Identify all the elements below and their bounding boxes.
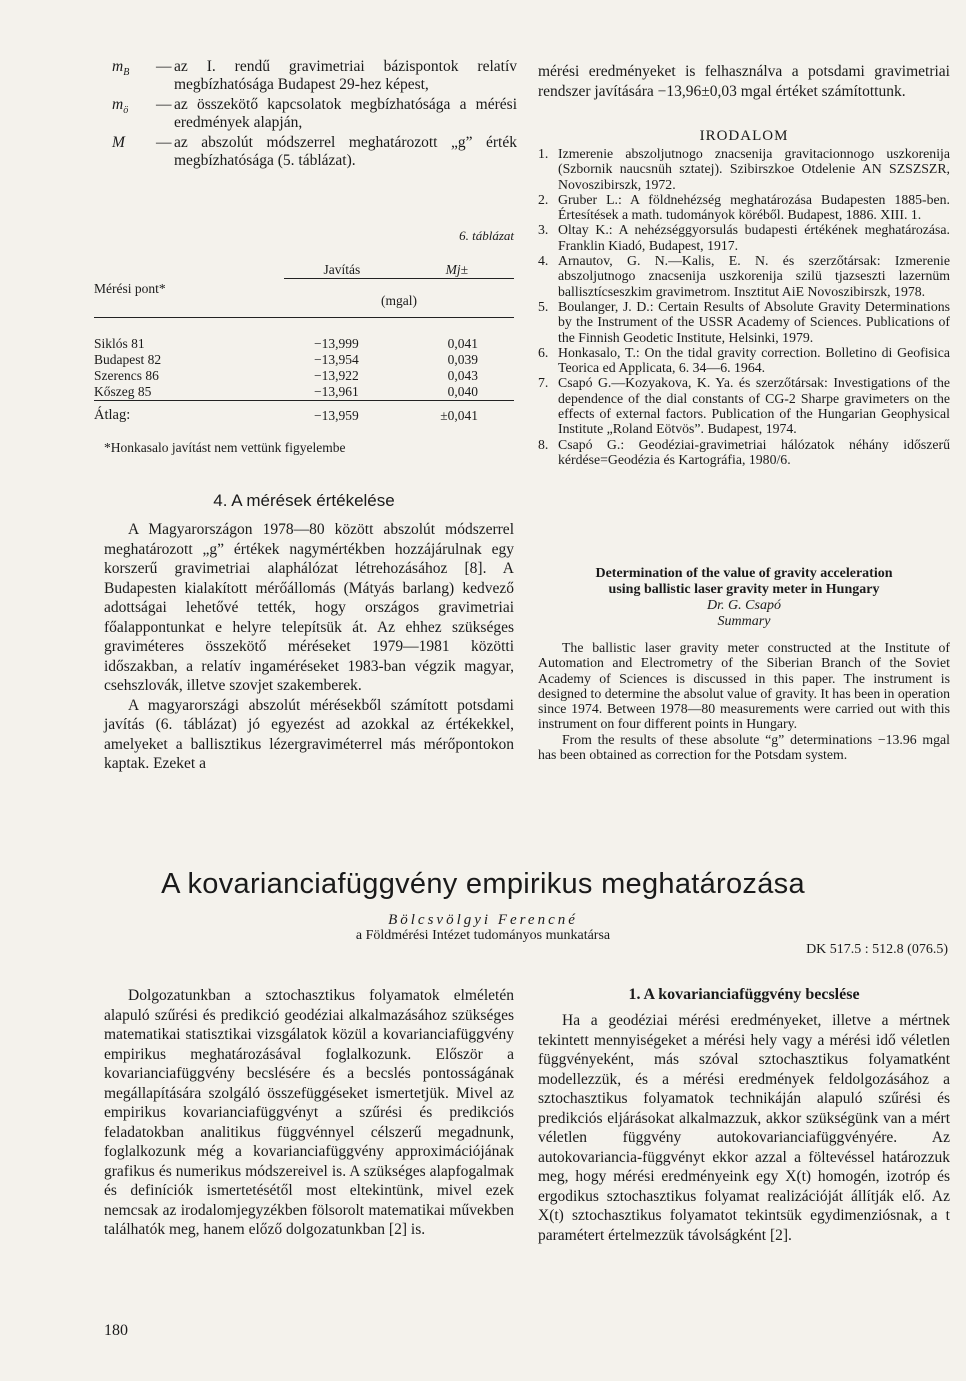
definition-text: az abszolút módszerrel meghatározott „g” érték megbízhatósága (5. táblázat). (174, 134, 517, 169)
table-row (94, 368, 514, 384)
reference-item: 4. Arnautov, G. N.—Kalis, E. N. és szerzőtársak: Izmerenie abszoljutnogo znacsenija uszkorenija szilü tjazseszti lazernüm ballisztícseszkim gravimetrom. Insztitut AiE Novoszibirszk, 1978. (538, 253, 950, 299)
table-number: 6. táblázat (459, 228, 514, 243)
definition-symbol: $m_B$ (112, 58, 130, 79)
cell-correction: −13,961 (314, 384, 359, 399)
reference-list (538, 146, 950, 467)
header-correction: Javítás (323, 262, 361, 277)
definition-item: M — az abszolút módszerrel meghatározott „g” érték megbízhatósága (5. táblázat). (112, 134, 517, 169)
cell-point: Siklós 81 (94, 336, 145, 351)
table-row (94, 384, 514, 401)
definitions-list (112, 58, 517, 172)
reference-item: 3. Oltay K.: A nehézséggyorsulás budapesti értékének meghatározása. Franklin Kiadó, Budapest, 1917. (538, 222, 950, 253)
summary-body (538, 640, 950, 762)
table-average-row (94, 407, 514, 424)
table-footnote: *Honkasalo javítást nem vettünk figyelembe (104, 440, 346, 455)
summary-byline (538, 598, 950, 630)
page-number: 180 (104, 1322, 128, 1339)
article-affiliation: a Földmérési Intézet tudományos munkatársa (355, 928, 611, 943)
definition-symbol: $m_ö$ (112, 96, 129, 117)
avg-correction: −13,959 (314, 407, 359, 423)
definition-item: $m_B$ — az I. rendű gravimetriai bázispontok relatív megbízhatósága Budapest 29-hez képest, (112, 58, 517, 93)
summary-author: Dr. G. Csapó (707, 598, 781, 613)
article-intro: Dolgozatunkban a sztochasztikus folyamatok elméletén alapuló szűrési és predikció geodéziai alkalmazásához szükséges matematikai statisztikai vizsgálatok közül a kovarianciafüggvény empirikus meghatározásával foglalkozunk. Először a kovarianciafüggvény becslésére és a becslés pontosságának megállapítására szolgáló összefüggéseket ismertetjük. Mivel az empirikus kovarianciafüggvényt a szűrési és predikciós feladatokban analitikus függvénnyel célszerű megadnunk, foglalkozunk még a kovarianciafüggvény approximációjának grafikus és numerikus módszereivel is. A szükséges alapfogalmak és definíciók ismertetésétől most eltekintünk, mivel ezek nemcsak az irodalomjegyzékben fölsorolt matematikai művekben találhatók meg, hanem előző dolgozatunkban [2] is. (104, 987, 514, 1238)
definition-text: az összekötő kapcsolatok megbízhatósága a mérési eredmények alapján, (174, 96, 517, 131)
data-table (94, 252, 514, 424)
cell-point: Szerencs 86 (94, 368, 159, 383)
cell-m: 0,039 (447, 352, 478, 367)
section4-body (104, 520, 514, 774)
reference-item: 5. Boulanger, J. D.: Certain Results of Absolute Gravity Determinations by the Instrument of the USSR Academy of Sciences. Publications of the Finnish Geodetic Institute, Helsinki, 1979. (538, 298, 950, 345)
cell-point: Budapest 82 (94, 352, 162, 367)
cell-correction: −13,999 (314, 336, 359, 351)
table-row (94, 336, 514, 352)
reference-item: 1. Izmerenie abszoljutnogo znacsenija gravitacionnogo uszkorenija (Szbornik naucsnüh sztatej). Szibirszkoe Otdelenie AN SZSZSZR, Novoszibirszk, 1972. (538, 146, 950, 192)
summary-label: Summary (717, 614, 771, 629)
section-heading: 1. A kovarianciafüggvény becslése (628, 986, 860, 1003)
header-point: Mérési pont* (94, 280, 166, 296)
avg-label: Átlag: (94, 407, 131, 423)
reference-item: 8. Csapó G.: Geodéziai-gravimetriai hálózatok néhány időszerű kérdése=Geodézia és Kartográfia, 1980/6. (538, 436, 950, 467)
paragraph: A magyarországi abszolút mérésekből számított potsdami javítás (6. táblázat) jó egyezést ad azokkal az értékekkel, amelyeket a ballisztikus lézergraviméterrel más mérőpontokon kaptak. Ezeket a (104, 696, 514, 772)
cell-m: 0,041 (447, 336, 478, 351)
header-m: Mj± (445, 262, 469, 277)
references-heading: IRODALOM (699, 128, 789, 144)
summary-title: Determination of the value of gravity acceleration using ballistic laser gravity meter in Hungary (595, 566, 893, 597)
section1-body: Ha a geodéziai mérési eredményeket, illetve a mértnek tekintett mennyiségeket a mérési hely vagy a mérési idő véletlen függvényeként, más szóval sztochasztikus folyamatként modellezzük, és a mérési eredmények feldolgozásához a sztochasztikus folyamatok technikáján alapuló szűrési és predikciós eljárásokat alkalmazzuk, akkor szükségünk van a mért véletlen függvény autokovarianciafüggvényére. Az autokovariancia-függvényt ekkor azzal a föltevéssel határozzuk meg, hogy mérési eredményeink egy X(t) homogén, izotróp és ergodikus sztochasztikus folyamat realizációját állítják elő. Az X(t) sztochasztikus folyamatot tekintsük egydimenziósnak, a t paramétert értelmezzük távolságként [2]. (538, 1012, 950, 1244)
reference-item: 7. Csapó G.—Kozyakova, K. Ya. és szerzőtársak: Investigations of the dependence of the dial constants of CG-2 Sharpe gravimeters on the effects of external factors. Publication of the Hungarian Geophysical Institute „Roland Eötvös”. Budapest, 1974. (538, 375, 950, 437)
definition-symbol: M (112, 134, 125, 151)
cell-m: 0,043 (447, 368, 478, 383)
definition-text: az I. rendű gravimetriai bázispontok relatív megbízhatósága Budapest 29-hez képest, (174, 58, 517, 93)
definition-item: $m_ö$ — az összekötő kapcsolatok megbízhatósága a mérési eredmények alapján, (112, 96, 517, 131)
article-title: A kovarianciafüggvény empirikus meghatározása (161, 868, 805, 900)
cell-m: 0,040 (447, 384, 478, 399)
avg-m: ±0,041 (440, 407, 478, 423)
table-row (94, 352, 514, 368)
paragraph: From the results of these absolute “g” determinations −13.96 mgal has been obtained as correction for the Potsdam system. (538, 731, 950, 763)
header-unit: (mgal) (284, 279, 514, 318)
cell-correction: −13,922 (314, 368, 359, 383)
right-intro-text: mérési eredményeket is felhasználva a potsdami gravimetriai rendszer javítására −13,96±0,03 mgal értéket számítottunk. (538, 63, 950, 100)
udc-code: DK 517.5 : 512.8 (076.5) (806, 942, 948, 957)
reference-item: 6. Honkasalo, T.: On the tidal gravity correction. Bolletino di Geofisica Teorica ed Applicata, 6. 34—6. 1964. (538, 344, 950, 376)
section-heading: 4. A mérések értékelése (213, 491, 395, 510)
article-author: Bölcsvölgyi Ferencné (388, 912, 578, 928)
cell-correction: −13,954 (314, 352, 359, 367)
paragraph: The ballistic laser gravity meter constructed at the Institute of Automation and Electrometry of the Siberian Branch of the Soviet Academy of Sciences is discussed in this paper. The instrument is designed to determine the absolut value of gravity. It has been in operation since 1974. Between 1978—80 measurements were carried out with this instrument on four different points in Hungary. (538, 640, 950, 732)
paragraph: A Magyarországon 1978—80 között abszolút módszerrel meghatározott „g” értékek nagymértékben hozzájárulnak egy korszerű gravimetriai alaphálózat létrehozásához [8]. A Budapesten kialakított mérőállomás (Mátyás barlang) kedvező adottságai lehetővé tették, hogy országos gravimetriai főalappontunkat e helyre telepítsük át. Az ehhez szükséges graviméteres összekötő méréseket 1979—1981 közötti időszakban, a relatív ingaméréseket 1983-ban végzik magyar, csehszlovák, illetve szovjet szakemberek. (104, 521, 514, 694)
reference-item: 2. Gruber L.: A földnehézség meghatározása Budapesten 1885-ben. Értesítések a math. tudományok köréből. Budapest, 1886. XIII. 1. (538, 191, 950, 223)
cell-point: Kőszeg 85 (94, 384, 152, 399)
